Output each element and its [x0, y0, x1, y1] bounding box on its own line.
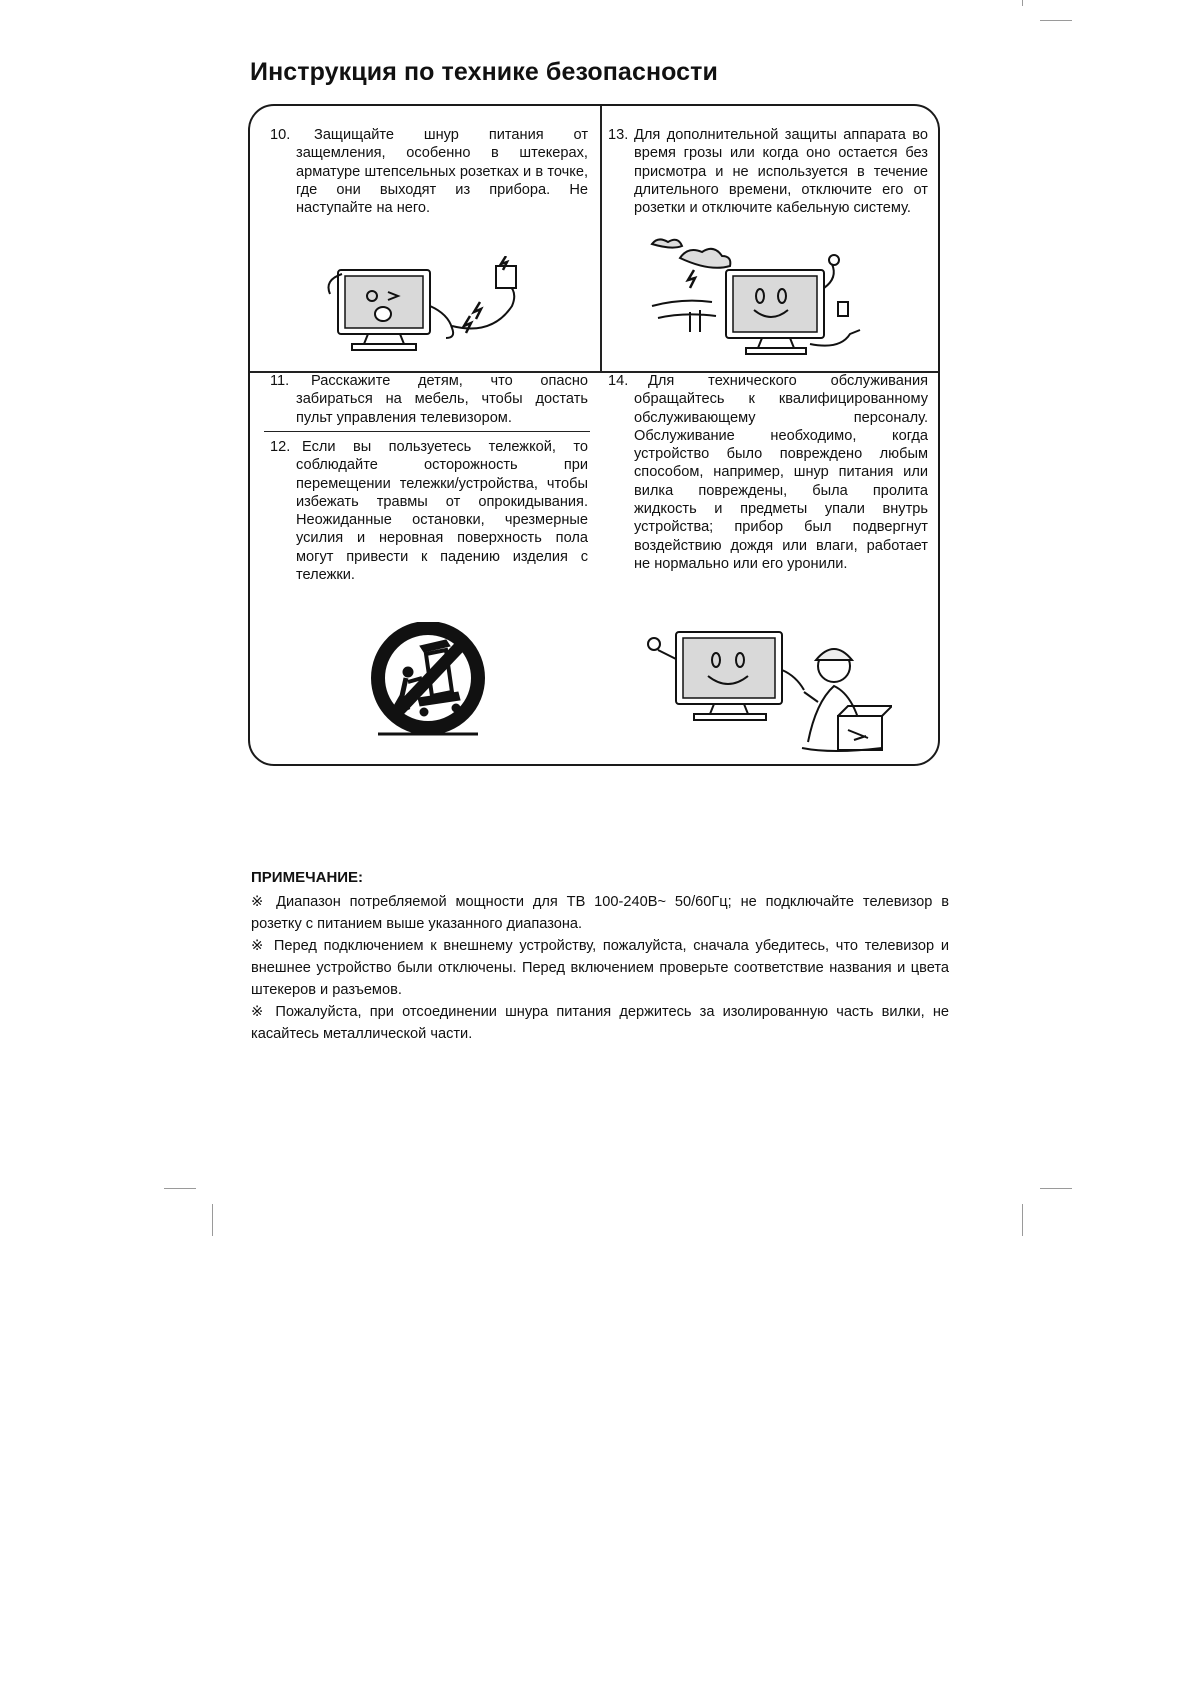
safety-item-10 [270, 126, 588, 217]
safety-item-14 [608, 372, 928, 573]
item-number: 13. [608, 127, 629, 143]
crop-mark [1040, 1188, 1072, 1189]
item-number: 14. [608, 373, 629, 389]
crop-mark [1022, 1204, 1023, 1236]
note-paragraph [251, 935, 949, 1001]
item-divider [264, 431, 590, 432]
note-paragraph [251, 891, 949, 935]
reference-mark-icon: ※ [251, 893, 269, 910]
note-text: Перед подключением к внешнему устройству, пожалуйста, сначала убедитесь, что телевизор и внешнее устройство были отключены. Перед включением проверьте соответствие названия и цвета штекеров и разъемов. [251, 938, 950, 998]
note-text: Пожалуйста, при отсоединении шнура питания держитесь за изолированную часть вилки, не касайтесь металлической части. [251, 1004, 949, 1042]
safety-item-13 [608, 126, 928, 217]
note-heading: ПРИМЕЧАНИЕ: [251, 869, 364, 886]
tv-pinched-cord-illustration [320, 256, 540, 366]
crop-mark [1040, 20, 1072, 21]
crop-mark [1022, 0, 1023, 6]
safety-panel [248, 104, 940, 766]
item-text: Для технического обслуживания обращайтесь к квалифицированному обслуживающему персоналу. Обслуживание необходимо, когда устройство было повреждено любым способом, например, шнур питания или вилка повреждены, была пролита жидкость и предметы упали внутрь устройства; прибор был подвергнут воздействию дождя или влаги, работает не нормально или его уронили. [634, 373, 928, 572]
reference-mark-icon: ※ [251, 1003, 268, 1020]
page-title: Инструкция по технике безопасности [250, 58, 718, 86]
crop-mark [164, 1188, 196, 1189]
item-text: Расскажите детям, что опасно забираться на мебель, чтобы достать пульт управления телевизором. [296, 373, 588, 426]
reference-mark-icon: ※ [251, 937, 266, 954]
safety-item-11 [270, 372, 588, 427]
item-text: Защищайте шнур питания от защемления, особенно в штекерах, арматуре штепсельных розетках и в точке, где они выходят из прибора. Не наступайте на него. [296, 127, 588, 217]
tv-thunderstorm-illustration [650, 236, 880, 366]
column-divider [600, 106, 602, 373]
tv-technician-illustration [642, 622, 892, 762]
item-number: 11. [270, 373, 290, 389]
item-number: 10. [270, 127, 291, 143]
crop-mark [212, 1204, 213, 1236]
note-paragraph [251, 1001, 949, 1045]
no-cart-tipover-icon [368, 622, 488, 742]
safety-item-12 [270, 438, 588, 584]
note-text: Диапазон потребляемой мощности для ТВ 100-240В~ 50/60Гц; не подключайте телевизор в розетку с питанием выше указанного диапазона. [251, 894, 950, 932]
item-text: Для дополнительной защиты аппарата во время грозы или когда оно остается без присмотра и не используется в течение длительного времени, отключите его от розетки и отключите кабельную систему. [634, 127, 928, 217]
item-text: Если вы пользуетесь тележкой, то соблюдайте осторожность при перемещении тележки/устройства, чтобы избежать травмы от опрокидывания. Неожиданные остановки, чрезмерные усилия и неровная поверхность пола могут привести к падению изделия с тележки. [296, 439, 588, 584]
item-number: 12. [270, 439, 291, 455]
